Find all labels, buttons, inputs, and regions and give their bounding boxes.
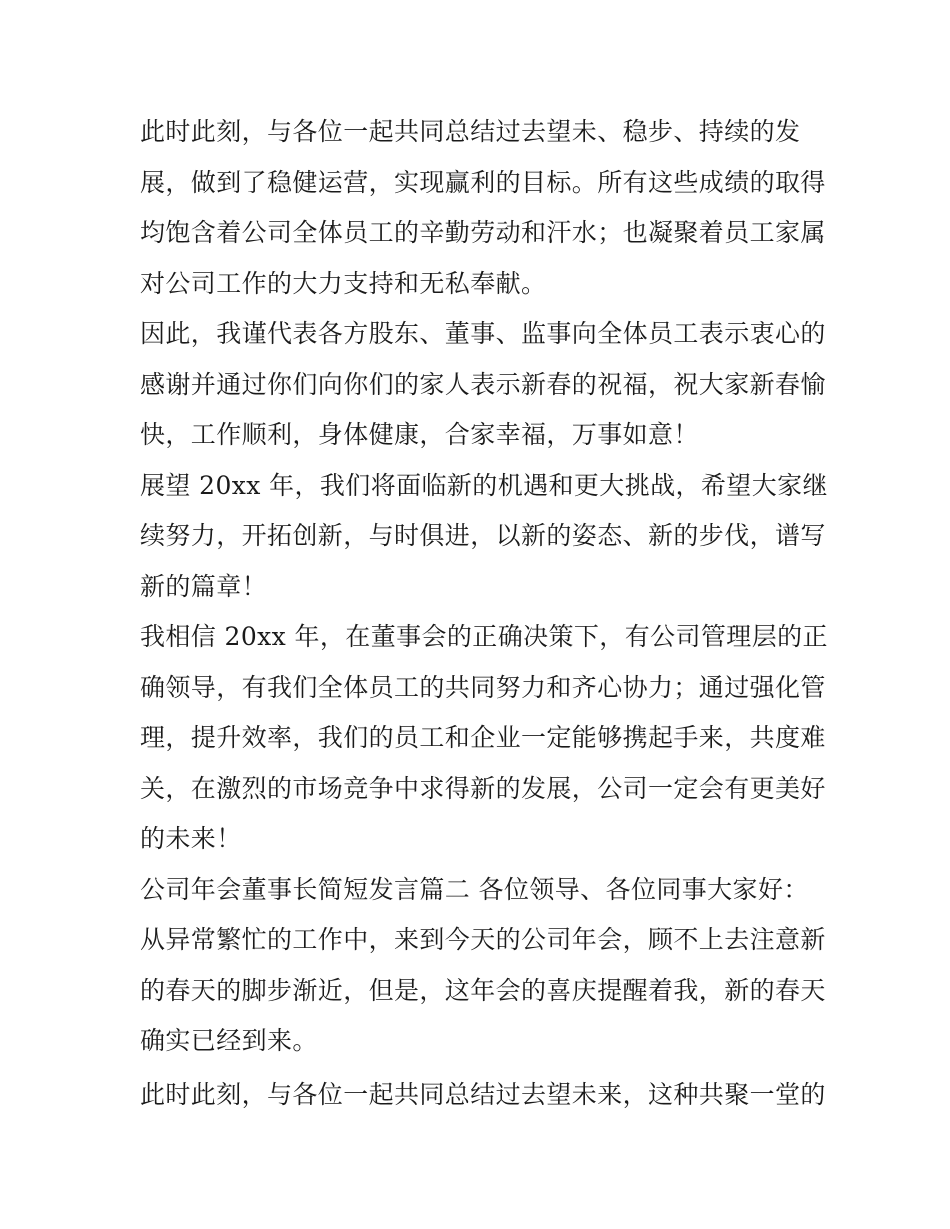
- paragraph: [140, 461, 828, 613]
- text-line: 均饱含着公司全体员工的辛勤劳动和汗水；也凝聚着员工家属: [140, 218, 826, 247]
- paragraph: [140, 309, 826, 461]
- text-line: 的未来！: [140, 824, 242, 853]
- text-line: 此时此刻，与各位一起共同总结过去望未、稳步、持续的发: [140, 117, 801, 146]
- text-line: 快，工作顺利，身体健康，合家幸福，万事如意！: [140, 420, 699, 449]
- document-body: [140, 107, 828, 1120]
- text-line: 展，做到了稳健运营，实现赢利的目标。所有这些成绩的取得: [140, 167, 826, 197]
- text-line: 关，在激烈的市场竞争中求得新的发展，公司一定会有更美好: [140, 773, 826, 803]
- text-line: 因此，我谨代表各方股东、董事、监事向全体员工表示衷心的: [140, 319, 826, 348]
- text-line: 新的篇章！: [140, 571, 268, 601]
- text-line: 对公司工作的大力支持和无私奉献。: [140, 268, 547, 298]
- text-line: 理，提升效率，我们的员工和企业一定能够携起手来，共度难: [140, 723, 826, 752]
- text-line: 的春天的脚步渐近，但是，这年会的喜庆提醒着我，新的春天: [140, 975, 826, 1005]
- paragraph: [140, 612, 828, 865]
- text-line: 我相信 20xx 年，在董事会的正确决策下，有公司管理层的正: [140, 622, 828, 651]
- paragraph: [140, 107, 826, 309]
- text-line: 此时此刻，与各位一起共同总结过去望未来，这种共聚一堂的: [140, 1079, 826, 1109]
- paragraph: [140, 865, 820, 916]
- paragraph: [140, 915, 826, 1067]
- text-line: 展望 20xx 年，我们将面临新的机遇和更大挑战，希望大家继: [140, 470, 828, 500]
- text-line: 确领导，有我们全体员工的共同努力和齐心协力；通过强化管: [140, 672, 826, 702]
- text-line: 感谢并通过你们向你们的家人表示新春的祝福，祝大家新春愉: [140, 369, 826, 399]
- section-heading-line: 公司年会董事长简短发言篇二 各位领导、各位同事大家好：: [140, 874, 809, 904]
- text-line: 续努力，开拓创新，与时俱进，以新的姿态、新的步伐，谱写: [140, 521, 826, 550]
- text-line: 从异常繁忙的工作中，来到今天的公司年会，顾不上去注意新: [140, 925, 826, 954]
- paragraph: [140, 1070, 826, 1121]
- text-line: 确实已经到来。: [140, 1026, 318, 1055]
